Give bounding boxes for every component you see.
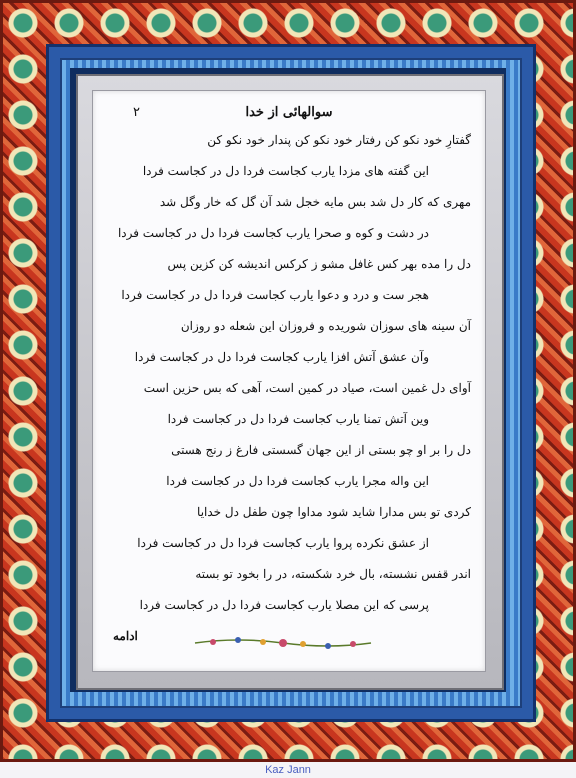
poem-page: [92, 90, 486, 672]
continue-link[interactable]: ادامه: [113, 629, 138, 643]
poem-line: این واله مجرا یارب کجاست فردا دل در کجاست فردا: [166, 474, 429, 488]
credit-text: Kaz Jann: [265, 764, 311, 776]
poem-line: هجر ست و درد و دعوا یارب کجاست فردا دل در کجاست فردا: [121, 288, 429, 302]
poem-line: کردی تو بس مدارا شاید شود مداوا چون طفل دل خدایا: [197, 505, 471, 519]
poem-line: گفتارِ خود نکو کن رفتار خود نکو کن پندار خود نکو کن: [207, 133, 471, 147]
poem-line: مهری که کار دل شد بس مایه خجل شد آن گل که خار وگل شد: [159, 195, 471, 209]
poem-line: اندر قفس نشسته، بال خرد شکسته، در را بخود تو بسته: [195, 567, 471, 581]
poem-line: آوای دل غمین است، صیاد در کمین است، آهی که بس حزین است: [143, 381, 471, 395]
poem-title: سوالهائی از خدا: [245, 105, 333, 120]
floral-ornament-icon: [193, 635, 373, 651]
poem-line: آن سینه های سوزان شوریده و فروزان این شعله دو روزان: [180, 319, 471, 333]
poem-line: دل را بر او چو بستی از این جهان گسستی فارغ ز رنج هستی: [171, 443, 471, 457]
poem-line: وین آتش تمنا یارب کجاست فردا دل در کجاست فردا: [167, 412, 429, 426]
poem-line: دل را مده بهر کس غافل مشو ز کرکس اندیشه کن کزین پس: [167, 257, 471, 271]
poem-line: پرسی که این مصلا یارب کجاست فردا دل در کجاست فردا: [139, 598, 429, 612]
poem-line: وآن عشق آتش افزا یارب کجاست فردا دل در کجاست فردا: [134, 350, 429, 364]
poem-line: از عشق نکرده پروا یارب کجاست فردا دل در کجاست فردا: [137, 536, 429, 550]
poem-line: در دشت و کوه و صحرا یارب کجاست فردا دل در کجاست فردا: [117, 226, 429, 240]
page-number: ۲: [133, 105, 140, 120]
poem-line: این گفته های مزدا یارب کجاست فردا دل در کجاست فردا: [142, 164, 429, 178]
